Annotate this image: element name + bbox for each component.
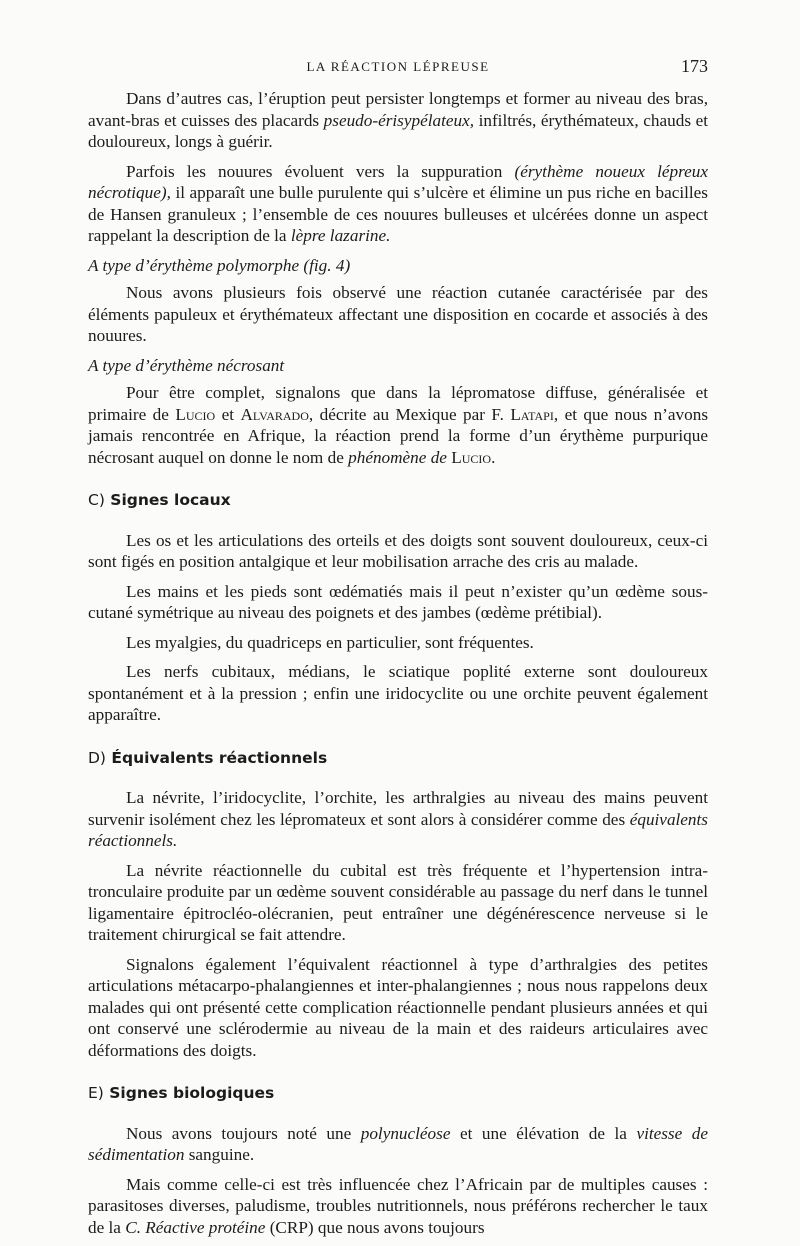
paragraph-lepromatose: Pour être complet, signalons que dans la lépromatose diffuse, généralisée et primaire de Lucio et Alvarado, décrite au Mexique par F. Latapi, et que nous n’avons jamais rencontrée en Afrique, la réaction prend la forme d’un érythème purpurique nécrosant auquel on donne le nom de phénomène de Lucio. (88, 383, 709, 467)
paragraph-os-articulations: Les os et les articulations des orteils et des doigts sont souvent douloureux, ceux-ci sont figés en position antalgique et leur mobilisation arrache des cris au malade. (88, 530, 708, 571)
subheading-erytheme-polymorphe: A type d’érythème polymorphe (fig. 4) (88, 255, 351, 275)
paragraph-suppuration: Parfois les nouures évoluent vers la suppuration (érythème noueux lépreux nécrotique), il apparaît une bulle purulente qui s’ulcère et élimine un pus riche en bacilles de Hansen granuleux ; l’ensemble de ces nouures bulleuses et ulcérées donne un aspect rappelant la description de la lèpre lazarine. (88, 161, 708, 245)
paragraph-nerfs: Les nerfs cubitaux, médians, le sciatique poplité externe sont douloureux spontanément et à la pression ; enfin une iridocyclite ou une orchite peuvent également apparaître. (88, 662, 708, 724)
page-header (88, 56, 708, 78)
subheading-erytheme-necrosant: A type d’érythème nécrosant (88, 355, 285, 375)
running-title: LA RÉACTION LÉPREUSE (306, 59, 490, 74)
paragraph-nevrite-cubital: La névrite réactionnelle du cubital est très fréquente et l’hypertension intra-tronculaire produite par un œdème souvent considérable au passage du nerf dans le tunnel ligamentaire épitrocléo-olécranien, peut entraîner une dégénérescence nerveuse si le traitement chirurgical se fait attendre. (88, 860, 708, 944)
page-number: 173 (681, 56, 708, 76)
paragraph-arthralgies: Signalons également l’équivalent réactionnel à type d’arthralgies des petites articulations métacarpo-phalangiennes et inter-phalangiennes ; nous nous rappelons deux malades qui ont présenté cette complication réactionnelle pendant plusieurs années et qui ont conservé une sclérodermie au niveau de la main et des raideurs articulaires avec déformations des doigts. (88, 954, 708, 1060)
section-heading-signes-biologiques: E) Signes biologiques (88, 1084, 275, 1102)
paragraph-oedeme: Les mains et les pieds sont œdématiés mais il peut n’exister qu’un œdème sous-cutané symétrique au niveau des poignets et des jambes (œdème prétibial). (88, 581, 708, 622)
section-heading-equivalents: D) Équivalents réactionnels (88, 748, 328, 767)
paragraph-reaction-cutanee: Nous avons plusieurs fois observé une réaction cutanée caractérisée par des éléments papuleux et érythémateux affectant une disposition en cocarde et associés à des nouures. (88, 283, 708, 345)
paragraph-polynucleose: Nous avons toujours noté une polynucléose et une élévation de la vitesse de sédimentation sanguine. (88, 1123, 708, 1164)
paragraph-eruption: Dans d’autres cas, l’éruption peut persister longtemps et former au niveau des bras, avant-bras et cuisses des placards pseudo-érisypélateux, infiltrés, érythémateux, chauds et douloureux, longs à guérir. (88, 89, 708, 151)
paragraph-nevrite: La névrite, l’iridocyclite, l’orchite, les arthralgies au niveau des mains peuvent survenir isolément chez les lépromateux et sont alors à considérer comme des équivalents réactionnels. (88, 788, 708, 850)
page-body (88, 88, 708, 1246)
paragraph-myalgies: Les myalgies, du quadriceps en particulier, sont fréquentes. (126, 632, 534, 652)
paragraph-crp: Mais comme celle-ci est très influencée chez l’Africain par de multiples causes : parasitoses diverses, paludisme, troubles nutritionnels, nous préférons rechercher le taux de la C. Réactive protéine (CRP) que nous avons toujours (88, 1174, 708, 1237)
section-heading-signes-locaux: C) Signes locaux (88, 491, 231, 509)
